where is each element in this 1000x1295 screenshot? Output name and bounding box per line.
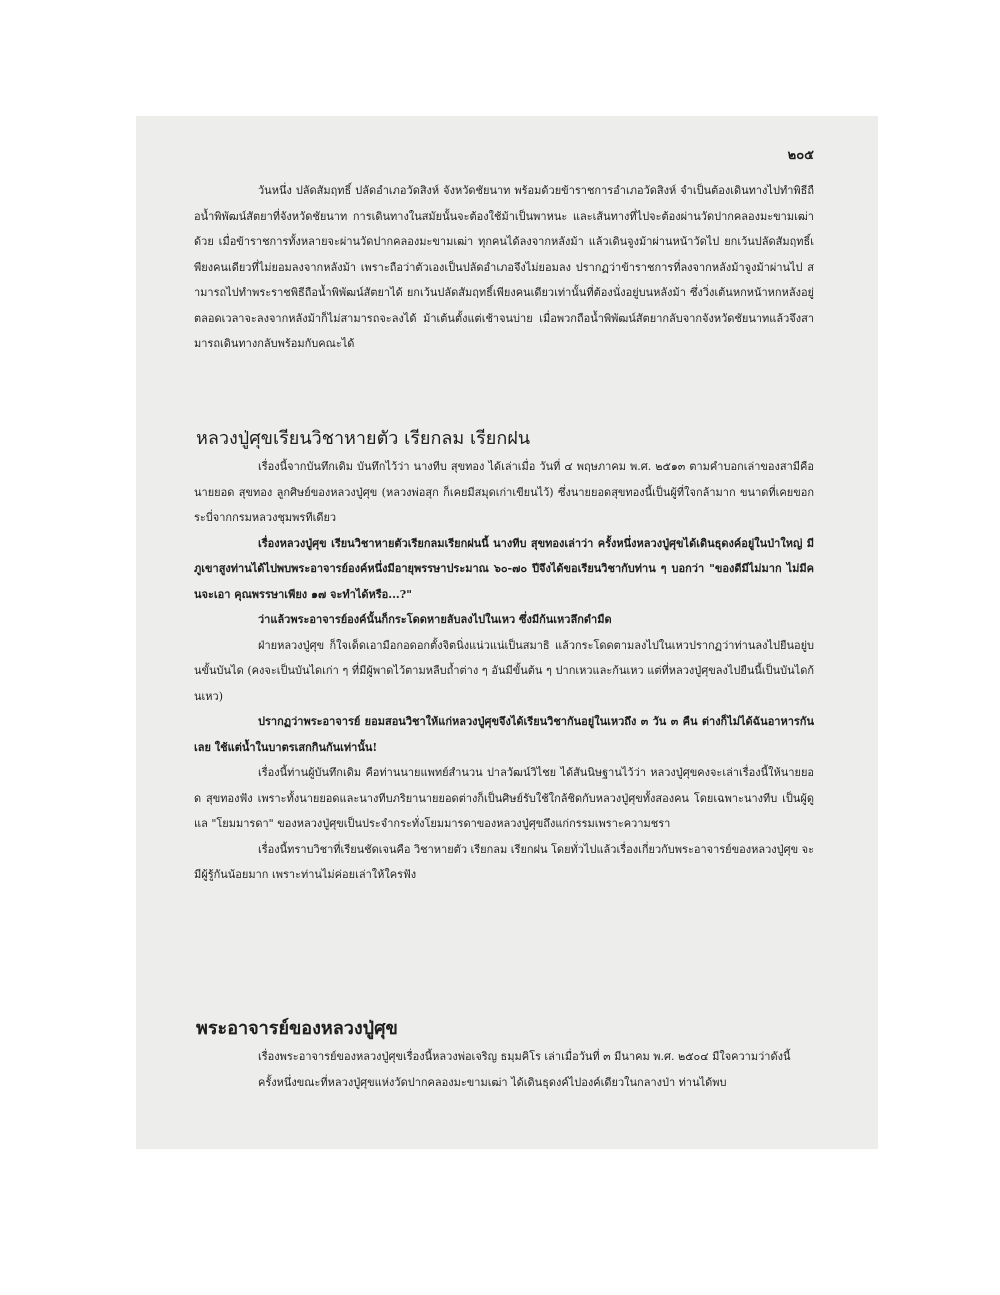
section-heading: พระอาจารย์ของหลวงปู่ศุข [196,1018,398,1039]
section-palad-story [194,178,814,357]
paragraph: ครั้งหนึ่งขณะที่หลวงปู่ศุขแห่งวัดปากคลองมะขามเฒ่า ได้เดินธุดงค์ไปองค์เดียวในกลางป่า ท่านได้พบ [258,1075,727,1089]
scanned-page [136,116,878,1149]
paragraph: วันหนึ่ง ปลัดสัมฤทธิ์ ปลัดอำเภอวัดสิงห์ จังหวัดชัยนาท พร้อมด้วยข้าราชการอำเภอวัดสิงห์ จำเป็นต้องเดินทางไปทำพิธีถือน้ำพิพัฒน์สัตยาที่จังหวัดชัยนาท การเดินทางในสมัยนั้นจะต้องใช้ม้าเป็นพาหนะ และเส้นทางที่ไปจะต้องผ่านวัดปากคลองมะขามเฒ่าด้วย เมื่อข้าราชการทั้งหลายจะผ่านวัดปากคลองมะขามเฒ่า ทุกคนได้ลงจากหลังม้า แล้วเดินจูงม้าผ่านหน้าวัดไป ยกเว้นปลัดสัมฤทธิ์เพียงคนเดียวที่ไม่ยอมลงจากหลังม้า เพราะถือว่าตัวเองเป็นปลัดอำเภอจึงไม่ยอมลง ปรากฏว่าข้าราชการที่ลงจากหลังม้าจูงม้าผ่านไป สามารถไปทำพระราชพิธีถือน้ำพิพัฒน์สัตยาได้ ยกเว้นปลัดสัมฤทธิ์เพียงคนเดียวเท่านั้นที่ต้องนั่งอยู่บนหลังม้า ซึ่งวิ่งเต้นหกหน้าหกหลังอยู่ตลอดเวลาจะลงจากหลังม้าก็ไม่สามารถจะลงได้ ม้าเต้นตั้งแต่เช้าจนบ่าย เมื่อพวกถือน้ำพิพัฒน์สัตยากลับจากจังหวัดชัยนาทแล้วจึงสามารถเดินทางกลับพร้อมกับคณะได้ [194,184,814,350]
page-number: ๒๐๕ [787,148,814,163]
paragraph: เรื่องนี้ทราบวิชาที่เรียนชัดเจนคือ วิชาหายตัว เรียกลม เรียกฝน โดยทั่วไปแล้วเรื่องเกี่ยวกับพระอาจารย์ของหลวงปู่ศุข จะมีผู้รู้กันน้อยมาก เพราะท่านไม่ค่อยเล่าให้ใครฟัง [194,842,814,881]
paragraph: เรื่องนี้ท่านผู้บันทึกเดิม คือท่านนายแพทย์สำนวน ปาลวัฒน์วิไชย ได้สันนิษฐานไว้ว่า หลวงปู่ศุขคงจะเล่าเรื่องนี้ให้นายยอด สุขทองฟัง เพราะทั้งนายยอดและนางทีบภริยานายยอดต่างก็เป็นศิษย์รับใช้ใกล้ชิดกับหลวงปู่ศุขทั้งสองคน โดยเฉพาะนางทีบ เป็นผู้ดูแล "โยมมารดา" ของหลวงปู่ศุขเป็นประจำกระทั่งโยมมารดาของหลวงปู่ศุขถึงแก่กรรมเพราะความชรา [194,766,814,830]
paragraph: ปรากฏว่าพระอาจารย์ ยอมสอนวิชาให้แก่หลวงปู่ศุขจึงได้เรียนวิชากันอยู่ในเหวถึง ๓ วัน ๓ คืน ต่างก็ไม่ได้ฉันอาหารกันเลย ใช้แต่น้ำในบาตรเสกกินกันเท่านั้น! [194,715,814,754]
section-heading: หลวงปู่ศุขเรียนวิชาหายตัว เรียกลม เรียกฝน [196,428,531,449]
paragraph: ฝ่ายหลวงปู่ศุข ก็ใจเด็ดเอามือกอดอกตั้งจิตนิ่งแน่วแน่เป็นสมาธิ แล้วกระโดดตามลงไปในเหวปรากฏว่าท่านลงไปยืนอยู่บนขั้นบันได (คงจะเป็นบันไดเก่า ๆ ที่มีผู้พาดไว้ตามหลืบถ้ำต่าง ๆ อันมีขั้นต้น ๆ ปากเหวและก้นเหว แต่ที่หลวงปู่ศุขลงไปยืนนี้เป็นบันไดก้นเหว) [194,638,814,703]
paragraph: ว่าแล้วพระอาจารย์องค์นั้นก็กระโดดหายลับลงไปในเหว ซึ่งมีก้นเหวลึกดำมืด [258,613,612,626]
paragraph: เรื่องนี้จากบันทึกเดิม บันทึกไว้ว่า นางทีบ สุขทอง ได้เล่าเมื่อ วันที่ ๔ พฤษภาคม พ.ศ. ๒๕๑๓ ตามคำบอกเล่าของสามีคือ นายยอด สุขทอง ลูกศิษย์ของหลวงปู่ศุข (หลวงพ่อสุก ก็เคยมีสมุดเก่าเขียนไว้) ซึ่งนายยอดสุขทองนี้เป็นผู้ที่ใจกล้ามาก ขนาดที่เคยขอกระบี่จากกรมหลวงชุมพรทีเดียว [194,460,814,524]
paragraph: เรื่องหลวงปู่ศุข เรียนวิชาหายตัวเรียกลมเรียกฝนนี้ นางทีบ สุขทองเล่าว่า ครั้งหนึ่งหลวงปู่ศุขได้เดินธุดงค์อยู่ในป่าใหญ่ มีภูเขาสูงท่านได้ไปพบพระอาจารย์องค์หนึ่งมีอายุพรรษาประมาณ ๖๐-๗๐ ปีจึงได้ขอเรียนวิชากับท่าน ๆ บอกว่า "ของดีมีไม่มาก ไม่มีคนจะเอา คุณพรรษาเพียง ๑๗ จะทำได้หรือ...?" [194,536,814,601]
section-teacher [194,1016,814,1095]
paragraph: เรื่องพระอาจารย์ของหลวงปู่ศุขเรื่องนี้หลวงพ่อเจริญ ธมฺมคิโร เล่าเมื่อวันที่ ๓ มีนาคม พ.ศ. ๒๕๐๔ มีใจความว่าดังนี้ [258,1050,791,1063]
section-learning-magic [194,426,814,888]
